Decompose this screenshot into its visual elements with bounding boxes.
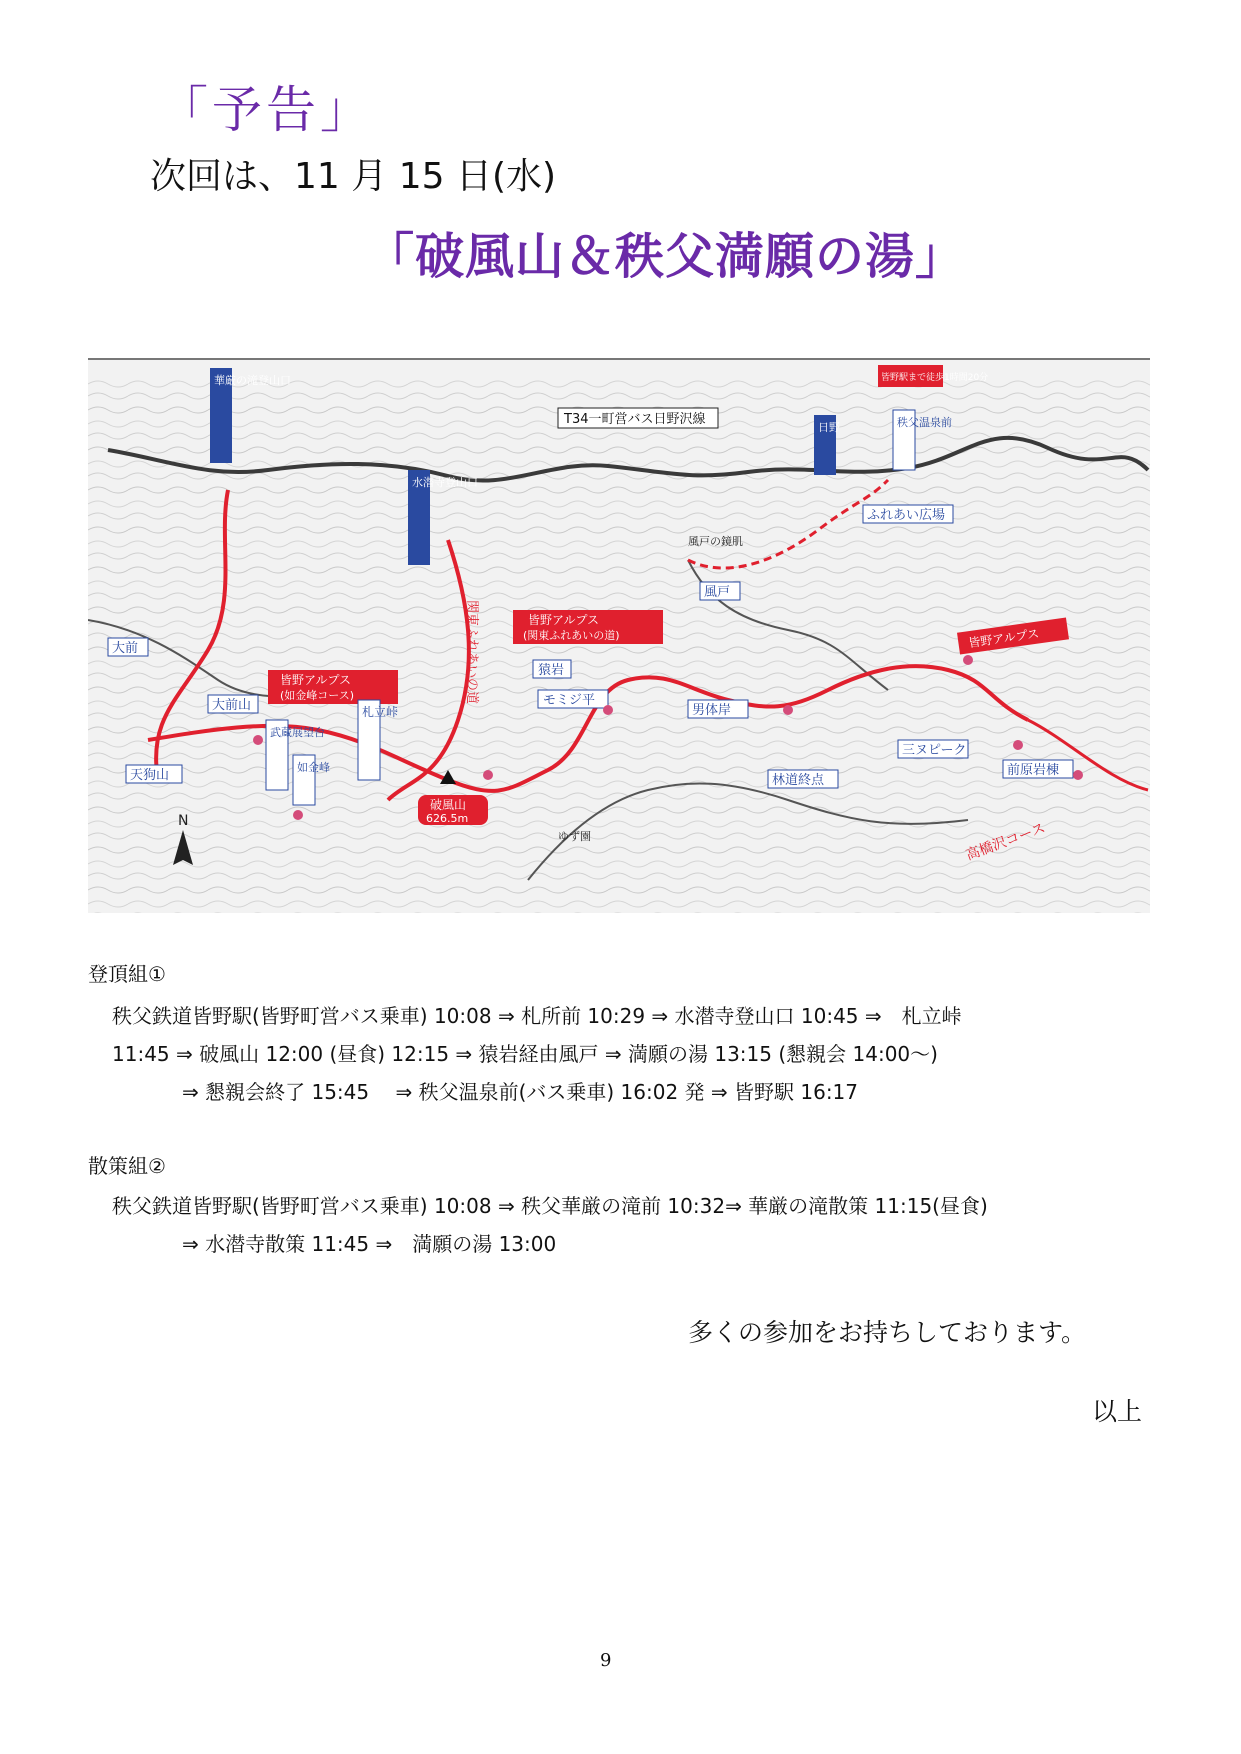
svg-text:T34一町営バス日野沢線: T34一町営バス日野沢線 — [564, 412, 706, 427]
svg-text:(如金峰コース): (如金峰コース) — [280, 689, 355, 702]
svg-text:皆野アルプス: 皆野アルプス — [967, 626, 1040, 651]
svg-text:皆野アルプス: 皆野アルプス — [528, 613, 600, 627]
svg-text:秩父温泉前: 秩父温泉前 — [897, 416, 952, 429]
svg-text:N: N — [178, 813, 189, 829]
yokoku-heading: 「予告」 — [158, 81, 374, 139]
svg-text:高橋沢コース: 高橋沢コース — [963, 820, 1048, 864]
group1-line-1: 秩父鉄道皆野駅(皆野町営バス乗車) 10:08 ⇒ 札所前 10:29 ⇒ 水潜寺登山口 10:45 ⇒ 札立峠 — [112, 1004, 962, 1028]
svg-text:華厳の滝登山口: 華厳の滝登山口 — [214, 374, 291, 387]
svg-text:水潜寺登山口: 水潜寺登山口 — [412, 476, 478, 489]
svg-text:前原岩棟: 前原岩棟 — [1007, 763, 1060, 778]
svg-text:大前山: 大前山 — [212, 698, 252, 713]
svg-text:如金峰: 如金峰 — [297, 761, 330, 774]
svg-text:ゆず園: ゆず園 — [558, 830, 591, 843]
svg-text:皆野駅まで徒歩1時間20分: 皆野駅まで徒歩1時間20分 — [881, 373, 989, 383]
group2-line-1: 秩父鉄道皆野駅(皆野町営バス乗車) 10:08 ⇒ 秩父華厳の滝前 10:32⇒ 華厳の滝散策 11:15(昼食) — [112, 1194, 988, 1218]
svg-text:破風山: 破風山 — [430, 798, 467, 812]
svg-text:ふれあい広場: ふれあい広場 — [867, 508, 946, 523]
svg-text:(関東ふれあいの道): (関東ふれあいの道) — [523, 629, 620, 642]
group2-line-2: ⇒ 水潜寺散策 11:45 ⇒ 満願の湯 13:00 — [182, 1232, 557, 1256]
svg-text:日野: 日野 — [818, 421, 840, 434]
group2-heading: 散策組② — [88, 1154, 166, 1178]
svg-text:大前: 大前 — [112, 641, 139, 656]
next-date: 次回は、11 月 15 日(水) — [150, 156, 557, 197]
group1-heading: 登頂組① — [88, 962, 166, 986]
svg-text:天狗山: 天狗山 — [130, 768, 170, 783]
svg-text:札立峠: 札立峠 — [362, 705, 399, 719]
svg-text:風戸の鏡肌: 風戸の鏡肌 — [688, 535, 743, 548]
hiking-map — [88, 358, 1150, 915]
svg-text:風戸: 風戸 — [704, 585, 731, 600]
closing-message: 多くの参加をお持ちしております。 — [688, 1318, 1087, 1347]
svg-text:武蔵展望台: 武蔵展望台 — [270, 726, 325, 739]
group1-line-3: ⇒ 懇親会終了 15:45 ⇒ 秩父温泉前(バス乗車) 16:02 発 ⇒ 皆野駅 16:17 — [182, 1080, 859, 1104]
svg-text:猿岩: 猿岩 — [538, 663, 565, 678]
event-title: 「破風山＆秩父満願の湯」 — [365, 228, 966, 285]
svg-text:林道終点: 林道終点 — [772, 773, 825, 788]
closing-ijou: 以上 — [1092, 1397, 1143, 1426]
page-number: 9 — [600, 1650, 612, 1671]
svg-text:皆野アルプス: 皆野アルプス — [280, 673, 352, 687]
svg-text:男体岸: 男体岸 — [692, 703, 732, 718]
svg-text:関東ふれあいの道: 関東ふれあいの道 — [464, 600, 479, 705]
svg-text:三ヌピーク: 三ヌピーク — [902, 743, 967, 758]
group1-line-2: 11:45 ⇒ 破風山 12:00 (昼食) 12:15 ⇒ 猿岩経由風戸 ⇒ 満願の湯 13:15 (懇親会 14:00～) — [112, 1042, 938, 1066]
svg-text:626.5m: 626.5m — [426, 812, 469, 825]
svg-text:モミジ平: モミジ平 — [543, 693, 596, 708]
